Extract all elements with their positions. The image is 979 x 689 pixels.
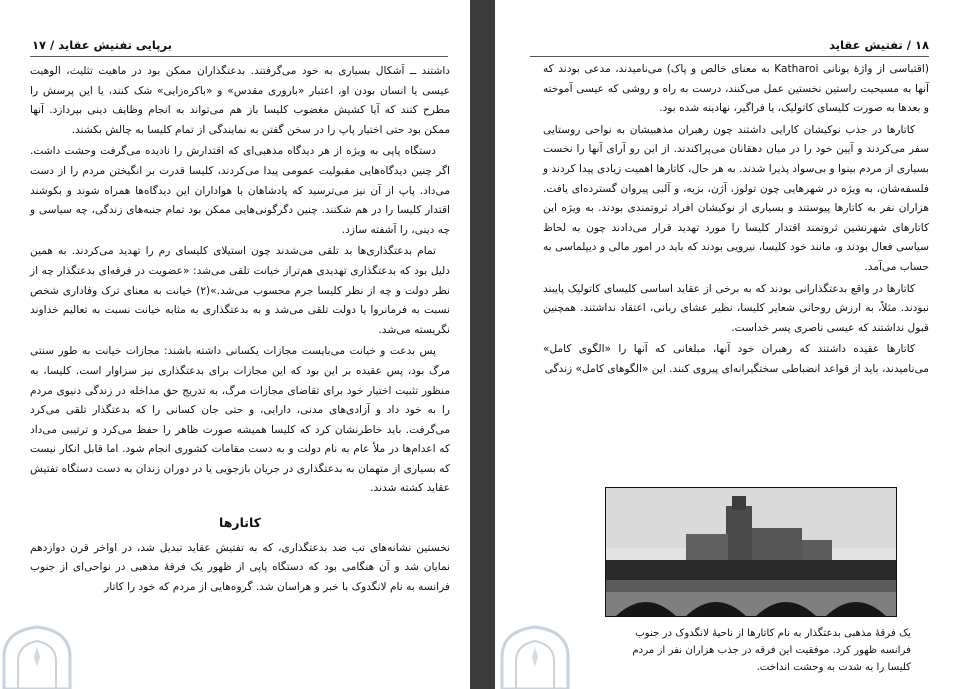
paragraph: دستگاه پاپی به ویژه از هر دیدگاه مذهبی‌ای که اقتدارش را نادیده می‌گرفت وحشت داشت. اگر چنین دیدگاه‌هایی مقبولیت عمومی پیدا می‌کردند، کلیسا قدرت بر انگیختن مردم را از دست می‌داد. پاپ از آن نیز می‌ترسید که پادشاهان با هواداران این دیدگاه‌ها همراه شوند و بکوشند اقتدار کلیسا را در هم شکنند. چنین دگرگونی‌هایی ممکن بود تمام جنبه‌های زندگی، چه سیاسی و چه دینی، را آشفته سازد. xyxy=(30,145,450,236)
paragraph: (اقتباسی از واژهٔ یونانی Katharoi به معنای خالص و پاک) می‌نامیدند، مدعی بودند که آنها به مسیحیت راستین نخستین عمل می‌کنند، درست به راه و روشی که عیسی آموخته و بعدها به صورت کلیسای کاتولیک، یا فراگیر، نهادینه شده بود. xyxy=(543,63,929,115)
figure-caption: یک فرقهٔ مذهبی بدعتگذار به نام کاتارها از ناحیهٔ لانگدوک در جنوب فرانسه ظهور کرد. موفقیت این فرقه در جذب هزاران نفر از مردم کلیسا را به شدت به وحشت انداخت. xyxy=(632,628,911,673)
page-gutter xyxy=(470,0,495,689)
cathedral-illustration xyxy=(606,488,896,616)
paragraph: کاتارها عقیده داشتند که رهبران خود آنها، مبلغانی که آنها را «الگوی کامل» می‌نامیدند، باید از قواعد انضباطی سختگیرانه‌ای پیروی کنند. این «الگوهای کامل» زندگی xyxy=(543,343,929,375)
cathedral-photo xyxy=(605,487,897,617)
watermark-logo xyxy=(498,623,572,689)
page-body xyxy=(543,60,929,382)
header-rule xyxy=(530,56,929,57)
paragraph: نخستین نشانه‌های تب ضد بدعتگذاری، که به تفتیش عقاید تبدیل شد، در اواخر قرن دوازدهم نمایان شد و آن هنگامی بود که دستگاه پاپی از ظهور یک فرقهٔ مذهبی در نواحی‌ای از جنوب فرانسه به نام لانگدوک با خبر و هراسان شد. گروه‌هایی از مردم که خود را کاتار xyxy=(30,541,450,593)
page-body xyxy=(30,62,450,599)
paragraph: داشتند ــ اَشکال بسیاری به خود می‌گرفتند. بدعتگذاران ممکن بود در ماهیت تثلیث، الوهیت عیسی یا انسان بودن او، اعتبار «باروری مقدس» و «باکره‌زایی» شک کنند، یا این پرسش را مطرح کنند که آیا کشیش مغضوب کلیسا باز هم می‌تواند به انجام وظایف دینی بپردازد. آنها ممکن بود حتی اختیار پاپ را در سخن گفتن به نمایندگی از تمام کلیسا به چالش بکشند. xyxy=(30,65,450,136)
paragraph: پس بدعت و خیانت می‌بایست مجازات یکسانی داشته باشند: مجازات خیانت به طور سنتی مرگ بود، پس عقیده بر این بود که این مجازات برای بدعتگذاری نیز سزاوار است. کلیسا، به منظور تثبیت اختیار خود برای تقاضای مجازات مرگ، به تدریج حق مداخله در زندگی دنیوی مردم را به خود داد و آزادی‌های مدنی، دارایی، و حتی جان کسانی را که بدعتگذار تلقی می‌کرد می‌گرفت. باید خاطرنشان کرد که کلیسا همیشه صورت ظاهر را حفظ می‌کرد و ترتیبی می‌داد که اعدام‌ها در ملأ عام به نام دولت و به دست مقامات کشوری انجام شود. اما قابل انکار نیست که بسیاری از متهمان به بدعتگذاری در جریان بازجویی یا در دوران زندان به دست دستگاه تفتیش عقاید کشته شدند. xyxy=(30,345,450,495)
section-title: کاتارها xyxy=(219,515,261,531)
page-18 xyxy=(495,0,979,689)
running-header: ۱۸ / تفتیش عقاید xyxy=(829,38,929,52)
paragraph: تمام بدعتگذاری‌ها بد تلقی می‌شدند چون استیلای کلیسای رم را تهدید می‌کردند. به همین دلیل بود که بدعتگذاری تهدیدی هم‌تراز خیانت تلقی می‌شد: «عضویت در فرقه‌ای بدعتگذار چه از نظر دولت و چه از نظر کلیسا جرم محسوب می‌شد.»(۲) خیانت به معنای ترک وفاداری شخص نسبت به فرمانروا یا دولت تلقی می‌شد و به بدعتگذاری به مثابه خیانت نسبت به تعالیم خداوند نگریسته می‌شد. xyxy=(30,245,450,336)
header-rule xyxy=(30,56,448,57)
watermark-logo xyxy=(0,623,74,689)
paragraph: کاتارها در واقع بدعتگذارانی بودند که به برخی از عقاید اساسی کلیسای کاتولیک پایبند نبودند. مثلاً، به ارزش روحانی شعایر کلیسا، نظیر عشای ربانی، اعتقاد نداشتند. همچنین قبول نداشتند که عیسی ناصری پسر خداست. xyxy=(543,282,929,334)
page-17 xyxy=(0,0,470,689)
paragraph: کاتارها در جذب نوکیشان کارایی داشتند چون رهبران مذهبیشان به نواحی روستایی سفر می‌کردند و آیین خود را در میان دهقانان می‌پراکندند. از این رو آرای آنها را نخست بسیاری از مردم بینوا و بی‌سواد پذیرا شدند. به هر حال، کاتارها اهمیت زیادی پیدا کردند و فلسفه‌شان، به ویژه در شهرهایی چون تولوز، آژن، بزیه، و آلبی پیروان گسترده‌ای یافت. هزاران نفر به کاتارها پیوستند و بسیاری از نوکیشان افراد ثروتمندی بودند. به ویژه این کاتارهای شهرنشین ثروتمند اقتدار کلیسا را مورد تهدید قرار می‌دادند چون به لحاظ سیاسی فعال بودند و، مانند خود کلیسا، نیرویی بودند که باید در امور مالی و دیپلماسی به حساب می‌آمد. xyxy=(543,123,929,273)
running-header: برپایی تفتیش عقاید / ۱۷ xyxy=(32,38,172,52)
